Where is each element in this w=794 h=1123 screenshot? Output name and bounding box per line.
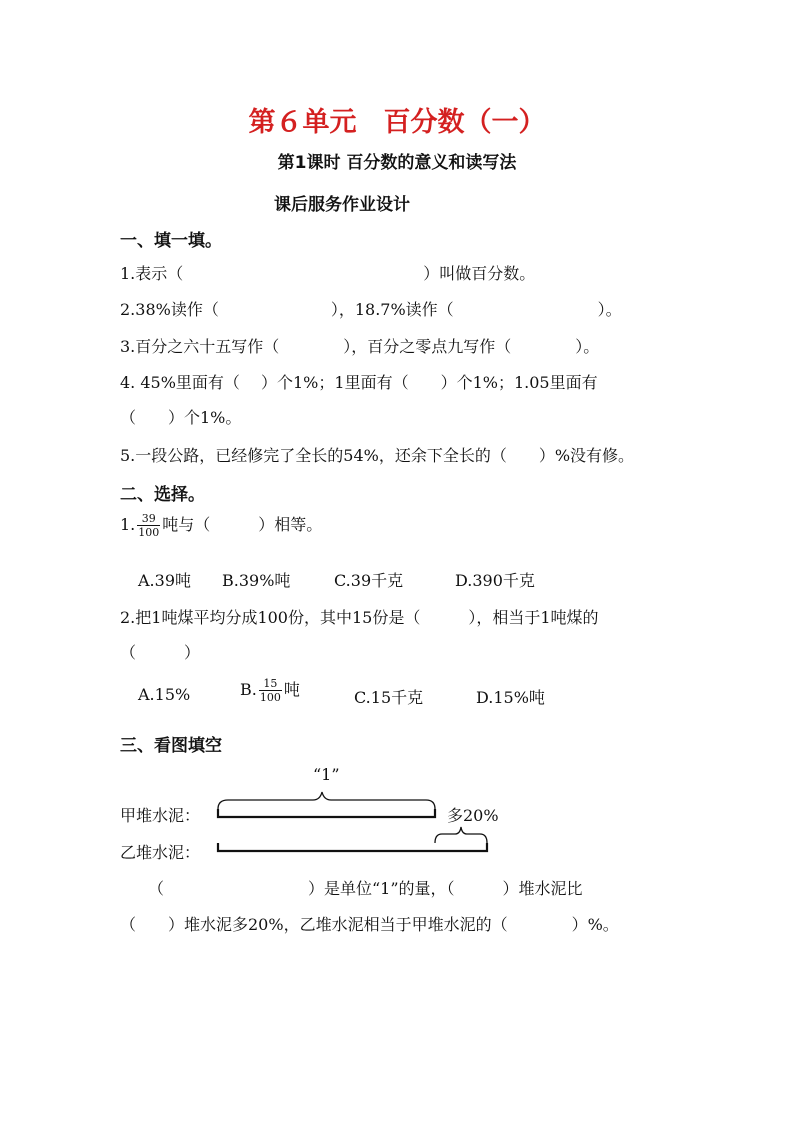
row-b-label: 乙堆水泥： xyxy=(120,843,201,862)
question-3a: （ ）是单位“1”的量，（ ）堆水泥比 xyxy=(148,879,583,898)
extra-brace xyxy=(435,827,487,843)
question-2-1-suffix: 吨与（ ）相等。 xyxy=(162,515,323,534)
lesson-title: 第1课时 百分数的意义和读写法 xyxy=(277,153,517,173)
question-1-5: 5.一段公路，已经修完了全长的54%，还余下全长的（ ）%没有修。 xyxy=(120,446,635,465)
more-20-percent-label: 多20% xyxy=(447,806,499,825)
option-2-1-c: C.39千克 xyxy=(334,571,404,590)
fraction-numerator: 39 xyxy=(137,512,160,526)
page-title: 第６单元 百分数（一） xyxy=(248,107,546,138)
option-2-2-b-prefix: B. xyxy=(240,680,257,699)
section1-heading: 一、填一填。 xyxy=(120,231,222,251)
question-3b: （ ）堆水泥多20%，乙堆水泥相当于甲堆水泥的（ ）%。 xyxy=(120,915,619,934)
question-1-2: 2.38%读作（ ），18.7%读作（ ）。 xyxy=(120,300,622,319)
option-2-1-d: D.390千克 xyxy=(455,571,535,590)
bar-jia xyxy=(218,809,435,817)
option-2-1-a: A.39吨 xyxy=(138,571,192,590)
question-2-1-prefix: 1. xyxy=(120,515,136,534)
homework-subtitle: 课后服务作业设计 xyxy=(274,195,410,215)
option-2-2-b-suffix: 吨 xyxy=(283,680,300,699)
section3-heading: 三、看图填空 xyxy=(120,736,222,756)
question-1-4a: 4. 45%里面有（ ）个1%；1里面有（ ）个1%；1.05里面有 xyxy=(120,373,598,392)
fraction-numerator: 15 xyxy=(259,677,282,691)
fraction-denominator: 100 xyxy=(138,526,160,539)
bar-yi xyxy=(218,843,487,851)
fraction-denominator: 100 xyxy=(259,691,281,704)
question-2-2b: （ ） xyxy=(120,643,201,662)
question-1-3: 3.百分之六十五写作（ ），百分之零点九写作（ ）。 xyxy=(120,337,600,356)
option-2-2-a: A.15% xyxy=(138,685,191,704)
option-2-2-c: C.15千克 xyxy=(354,688,424,707)
question-2-2a: 2.把1吨煤平均分成100份，其中15份是（ ），相当于1吨煤的 xyxy=(120,608,599,627)
question-1-4b: （ ）个1%。 xyxy=(120,408,242,427)
section2-heading: 二、选择。 xyxy=(120,485,205,505)
top-brace xyxy=(218,792,435,809)
row-a-label: 甲堆水泥： xyxy=(120,806,201,825)
option-2-1-b: B.39%吨 xyxy=(222,571,291,590)
option-2-2-d: D.15%吨 xyxy=(476,688,545,707)
unit-one-label: “1” xyxy=(313,765,340,784)
question-1-1: 1.表示（ ）叫做百分数。 xyxy=(120,264,536,283)
